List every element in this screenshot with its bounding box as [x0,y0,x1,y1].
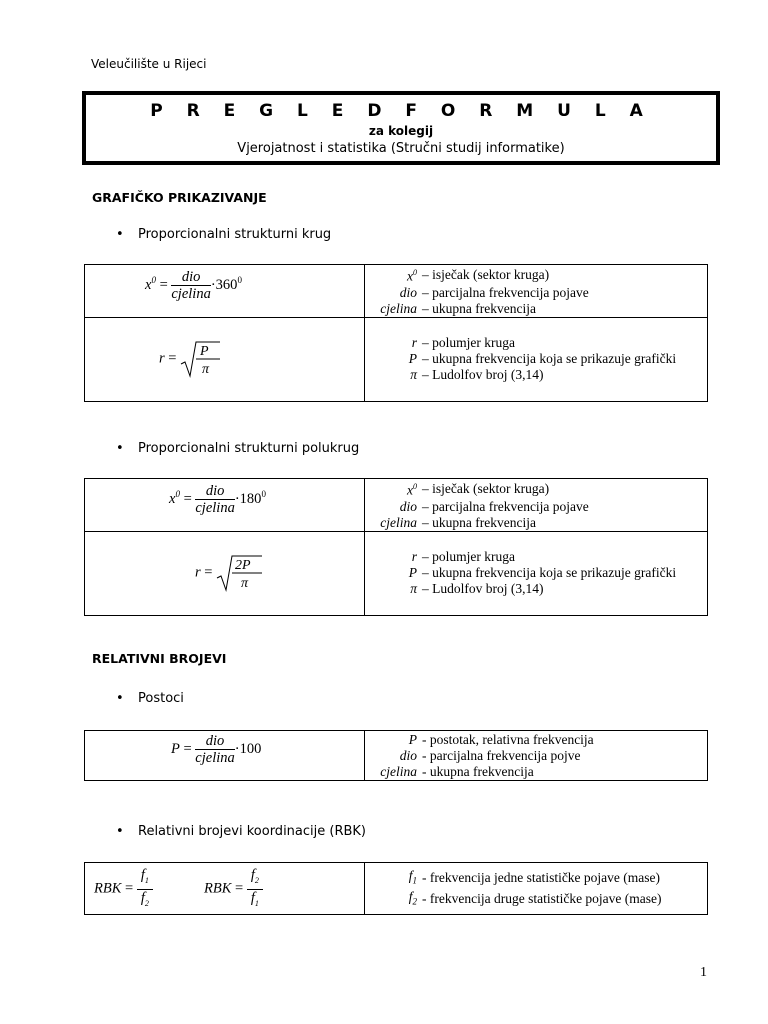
circle-radius-legend-cell [365,317,708,401]
legend-angle-2: $x^0$ – isječak (sektor kruga) dio – parcijalna frekvencija pojave cjelina – ukupna frekvencija [380,480,589,530]
svg-text:2P: 2P [235,557,251,573]
circle-angle-legend-cell [365,265,708,318]
document-title: P R E G L E D F O R M U L A [150,101,652,121]
rbk-legend-cell [365,863,708,915]
semi-radius-formula: r = 2P π [195,554,262,592]
percent-formula: P = $\frac{\text{dio}}{\text{cjelina}}$ ·100 [171,733,262,766]
circle-angle-formula-cell [85,265,365,318]
circle-radius-formula: r = P π [159,340,220,378]
circle-formula-table [84,264,708,402]
legend-angle: $x^0$ – isječak (sektor kruga) dio – parcijalna frekvencija pojave cjelina – ukupna frekvencija [380,266,589,316]
legend-percent: P - postotak, relativna frekvencija dio - parcijalna frekvencija pojve cjelina - ukupna frekvencija [380,731,594,779]
sqrt-radical-icon [180,340,220,378]
semi-radius-legend-cell [365,531,708,615]
bullet-semicircle-label: Proporcionalni strukturni polukrug [138,441,360,456]
semi-angle-legend-cell [365,479,708,532]
svg-text:P: P [200,343,209,359]
semi-angle-formula: $x^0$ = $\frac{\text{dio}}{\text{cjelina}}$ $\cdot 180^0$ [169,483,266,516]
bullet-percent-label: Postoci [138,691,184,706]
course-name: Vjerojatnost i statistika (Stručni studij informatike) [237,141,565,156]
semi-angle-formula-cell [85,479,365,532]
bullet-dot-icon: • [116,691,124,706]
circle-radius-formula-cell [85,317,365,401]
document-subtitle: za kolegij [368,124,434,138]
svg-text:π: π [202,361,210,377]
institution-header: Veleučilište u Rijeci [91,57,207,71]
section-relative-heading: RELATIVNI BROJEVI [92,651,227,666]
legend-rbk: $f_1$ - frekvencija jedne statističke pojave (mase) $f_2$ - frekvencija druge statističke pojave (mase) [408,867,662,907]
svg-text:π: π [241,575,249,591]
bullet-rbk [116,824,366,839]
bullet-semicircle [116,441,359,456]
percent-formula-table [84,730,708,781]
sqrt-radical-icon [216,554,262,592]
bullet-circle-label: Proporcionalni strukturni krug [138,227,332,242]
rbk-formula-cell [85,863,365,915]
section-graphic-heading: GRAFIČKO PRIKAZIVANJE [92,190,267,205]
percent-formula-cell [85,731,365,781]
rbk-formula-1: RBK = $\frac{f_1}{f_2}$ [94,867,153,912]
bullet-dot-icon: • [116,824,124,839]
percent-legend-cell [365,731,708,781]
legend-radius-2: r – polumjer kruga P – ukupna frekvencija koja se prikazuje grafički π – Ludolfov broj (3,14) [408,549,677,596]
bullet-rbk-label: Relativni brojevi koordinacije (RBK) [138,824,367,839]
semicircle-formula-table [84,478,708,616]
title-box [82,91,720,165]
circle-angle-formula: $x^0$ = $\frac{\text{dio}}{\text{cjelina}}$ $\cdot 360^0$ [145,269,242,302]
bullet-dot-icon: • [116,227,124,242]
page-number: 1 [700,965,707,980]
bullet-circle [116,227,331,242]
legend-radius: r – polumjer kruga P – ukupna frekvencija koja se prikazuje grafički π – Ludolfov broj (3,14) [408,335,677,382]
bullet-dot-icon: • [116,441,124,456]
rbk-formula-2: RBK = $\frac{f_2}{f_1}$ [204,867,263,912]
semi-radius-formula-cell [85,531,365,615]
bullet-percent [116,691,184,706]
rbk-formula-table [84,862,708,915]
